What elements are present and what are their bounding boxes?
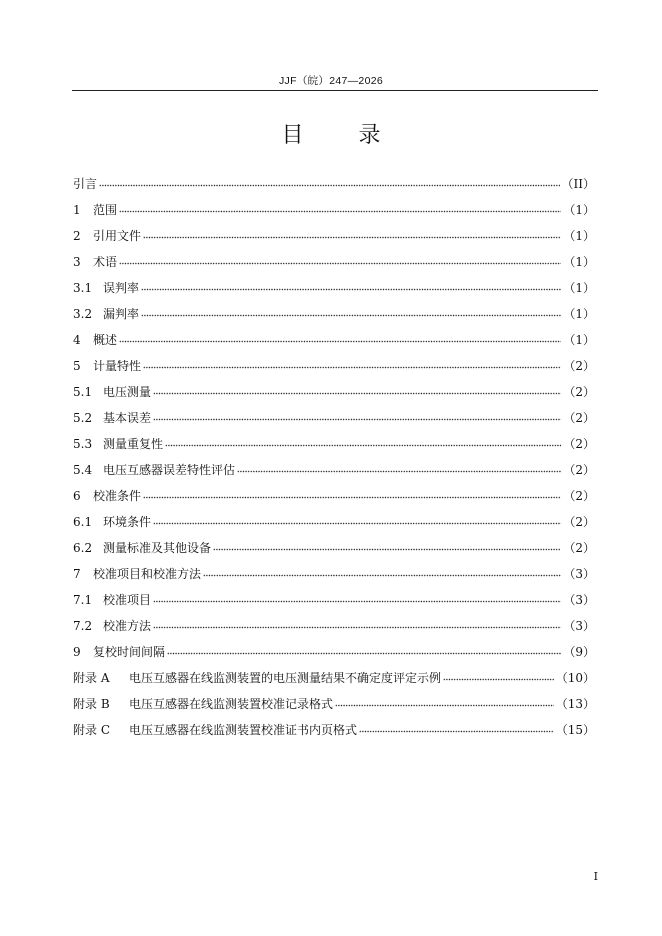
toc-entry-number: 6 [73,489,81,503]
toc-entry[interactable] [73,200,595,226]
toc-entry[interactable] [73,304,595,330]
dot-leader [143,487,561,501]
dot-leader [153,591,561,605]
toc-entry-title: 测量标准及其他设备 [103,541,212,555]
toc-entry-title: 环境条件 [103,515,152,529]
toc-entry-title: 电压互感器误差特性评估 [103,463,236,477]
toc-entry-title: 电压互感器在线监测装置校准证书内页格式 [129,723,358,737]
page-number: I [593,870,598,883]
dot-leader [119,201,561,215]
toc-entry-number: 6.1 [73,515,93,529]
dot-leader [119,331,561,345]
dot-leader [153,383,561,397]
toc-entry[interactable] [73,460,595,486]
toc-entry-number: 2 [73,229,81,243]
toc-entry-number: 5.3 [73,437,93,451]
dot-leader [359,721,554,735]
toc-entry-number: 9 [73,645,81,659]
toc-entry-page: （10） [555,671,595,685]
dot-leader [237,461,561,475]
toc-entry-title: 范围 [93,203,118,217]
toc-entry-title: 基本误差 [103,411,152,425]
toc-entry-title: 术语 [93,255,118,269]
toc-entry[interactable] [73,720,595,746]
toc-entry[interactable] [73,408,595,434]
toc-entry-page: （1） [563,229,595,243]
toc-entry[interactable] [73,330,595,356]
toc-entry-number: 7 [73,567,81,581]
toc-entry-page: （2） [563,359,595,373]
toc-entry-title: 校准项目 [103,593,152,607]
toc-entry-number: 5.1 [73,385,93,399]
toc-entry-title: 计量特性 [93,359,142,373]
toc-entry-number: 3.2 [73,307,93,321]
toc-entry[interactable] [73,382,595,408]
dot-leader [119,253,561,267]
toc-entry-number: 5 [73,359,81,373]
header-rule [72,90,598,91]
toc-entry-page: （2） [563,437,595,451]
toc-entry[interactable] [73,512,595,538]
dot-leader [153,617,561,631]
toc-entry-page: （2） [563,463,595,477]
toc-entry-title: 复校时间间隔 [93,645,166,659]
toc-entry-page: （3） [563,619,595,633]
document-code-header: JJF（皖）247—2026 [279,75,383,87]
toc-entry-number: 4 [73,333,81,347]
toc-entry-title: 误判率 [103,281,140,295]
toc-entry-page: （1） [563,333,595,347]
dot-leader [153,513,561,527]
dot-leader [99,175,560,189]
toc-entry-number: 3 [73,255,81,269]
toc-entry-number: 5.2 [73,411,93,425]
dot-leader [443,669,554,683]
dot-leader [167,643,561,657]
toc-entry[interactable] [73,252,595,278]
toc-entry-title: 校准项目和校准方法 [93,567,202,581]
toc-entry-page: （15） [555,723,595,737]
toc-entry-page: （2） [563,411,595,425]
dot-leader [165,435,561,449]
toc-entry-page: （1） [563,281,595,295]
dot-leader [141,305,561,319]
toc-entry-page: （2） [563,385,595,399]
toc-title: 目 录 [281,123,405,148]
toc-entry-number: 附录 B [73,697,110,711]
toc-entry-page: （2） [563,489,595,503]
dot-leader [335,695,554,709]
toc-entry-page: （II） [561,177,595,191]
toc-entry-page: （9） [563,645,595,659]
toc-entry[interactable] [73,356,595,382]
toc-entry-title: 校准条件 [93,489,142,503]
toc-entry[interactable] [73,590,595,616]
toc-entry-title: 电压互感器在线监测装置的电压测量结果不确定度评定示例 [129,671,442,685]
toc-entry-title: 引言 [73,177,98,191]
toc-entry-page: （2） [563,541,595,555]
toc-entry-page: （3） [563,567,595,581]
toc-entry-page: （2） [563,515,595,529]
toc-entry[interactable] [73,616,595,642]
toc-entry[interactable] [73,668,595,694]
toc-entry[interactable] [73,486,595,512]
toc-entry[interactable] [73,564,595,590]
toc-entry[interactable] [73,174,595,200]
toc-entry[interactable] [73,226,595,252]
toc-entry[interactable] [73,642,595,668]
toc-entry-title: 概述 [93,333,118,347]
toc-entry-page: （3） [563,593,595,607]
toc-entry[interactable] [73,434,595,460]
dot-leader [143,227,561,241]
dot-leader [153,409,561,423]
toc-entry-number: 3.1 [73,281,93,295]
toc-entry-title: 校准方法 [103,619,152,633]
toc-entry-number: 6.2 [73,541,93,555]
dot-leader [143,357,561,371]
toc-entry-title: 漏判率 [103,307,140,321]
toc-entry-title: 电压互感器在线监测装置校准记录格式 [129,697,334,711]
toc-entry-title: 引用文件 [93,229,142,243]
toc-entry-title: 电压测量 [103,385,152,399]
toc-entry-number: 7.1 [73,593,93,607]
dot-leader [141,279,561,293]
toc-entry-title: 测量重复性 [103,437,164,451]
toc-entry-page: （13） [555,697,595,711]
toc-entry[interactable] [73,278,595,304]
table-of-contents [73,174,595,746]
toc-entry-number: 7.2 [73,619,93,633]
toc-entry[interactable] [73,694,595,720]
toc-entry-number: 附录 C [73,723,110,737]
toc-entry-page: （1） [563,203,595,217]
toc-entry-number: 1 [73,203,81,217]
toc-entry-page: （1） [563,255,595,269]
toc-entry[interactable] [73,538,595,564]
dot-leader [213,539,561,553]
toc-entry-number: 附录 A [73,671,110,685]
toc-entry-page: （1） [563,307,595,321]
toc-entry-number: 5.4 [73,463,93,477]
dot-leader [203,565,561,579]
